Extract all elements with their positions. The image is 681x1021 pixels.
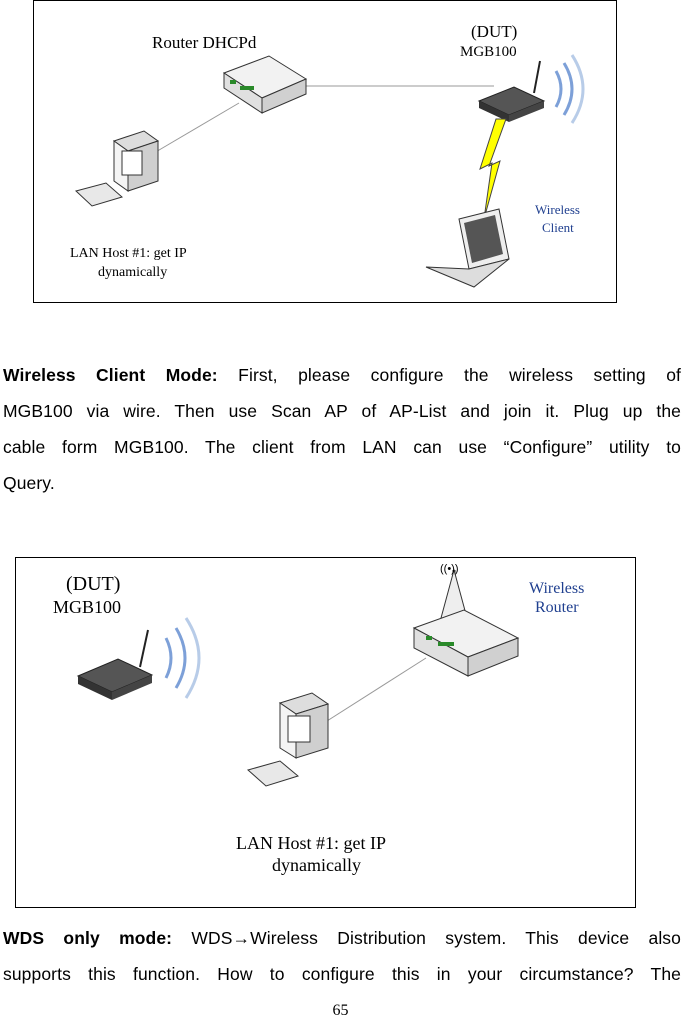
wireless-client-mode-heading: Wireless Client Mode: [3, 365, 218, 385]
wds-only-mode-heading: WDS only mode: [3, 928, 173, 948]
wireless-client-mode-paragraph: Wireless Client Mode: First, please configure the wireless setting of MGB100 via wire. Then use Scan AP of AP-List and join it. Plug up the cable form MGB100. The client from LAN can use “Configure” utility to Query. [3, 365, 681, 493]
dut-label-line2: MGB100 [53, 597, 122, 617]
dut-label-line2: MGB100 [460, 44, 517, 60]
desktop-pc-icon [76, 131, 158, 206]
lan-host-label-line1: LAN Host #1: get IP [236, 833, 386, 853]
wireless-router-icon [414, 570, 518, 676]
figure-wds-diagram [15, 557, 636, 908]
network-diagram-2 [16, 558, 637, 909]
lan-cable-line [154, 103, 239, 153]
lan-host-label-line2: dynamically [272, 855, 361, 875]
wireless-router-label-line1: Wireless [529, 580, 585, 597]
lightning-bolt-icon [480, 119, 506, 219]
router-label: Router DHCPd [152, 33, 257, 52]
dut-device-icon [78, 618, 199, 700]
wds-only-mode-paragraph: WDS only mode: WDS→Wireless Distribution system. This device also supports this function. How to configure this in your circumstance? The [3, 928, 681, 984]
lan-host-label-line2: dynamically [98, 265, 168, 280]
wireless-client-label-line2: Client [542, 220, 574, 235]
dut-label-line1: (DUT) [66, 573, 121, 595]
wireless-router-label-line2: Router [535, 599, 579, 616]
network-diagram-1 [34, 1, 618, 304]
desktop-pc-icon [248, 693, 328, 786]
lan-host-label-line1: LAN Host #1: get IP [70, 246, 187, 261]
lan-cable-line [316, 658, 426, 728]
page-number: 65 [332, 1002, 349, 1019]
dut-label-line1: (DUT) [471, 22, 518, 41]
laptop-icon [426, 209, 509, 287]
dut-device-icon [479, 55, 583, 123]
wireless-client-label-line1: Wireless [535, 202, 580, 217]
figure-wireless-client-diagram [33, 0, 617, 303]
arrow-icon: → [232, 928, 251, 948]
signal-glyph: ((•)) [440, 563, 459, 575]
